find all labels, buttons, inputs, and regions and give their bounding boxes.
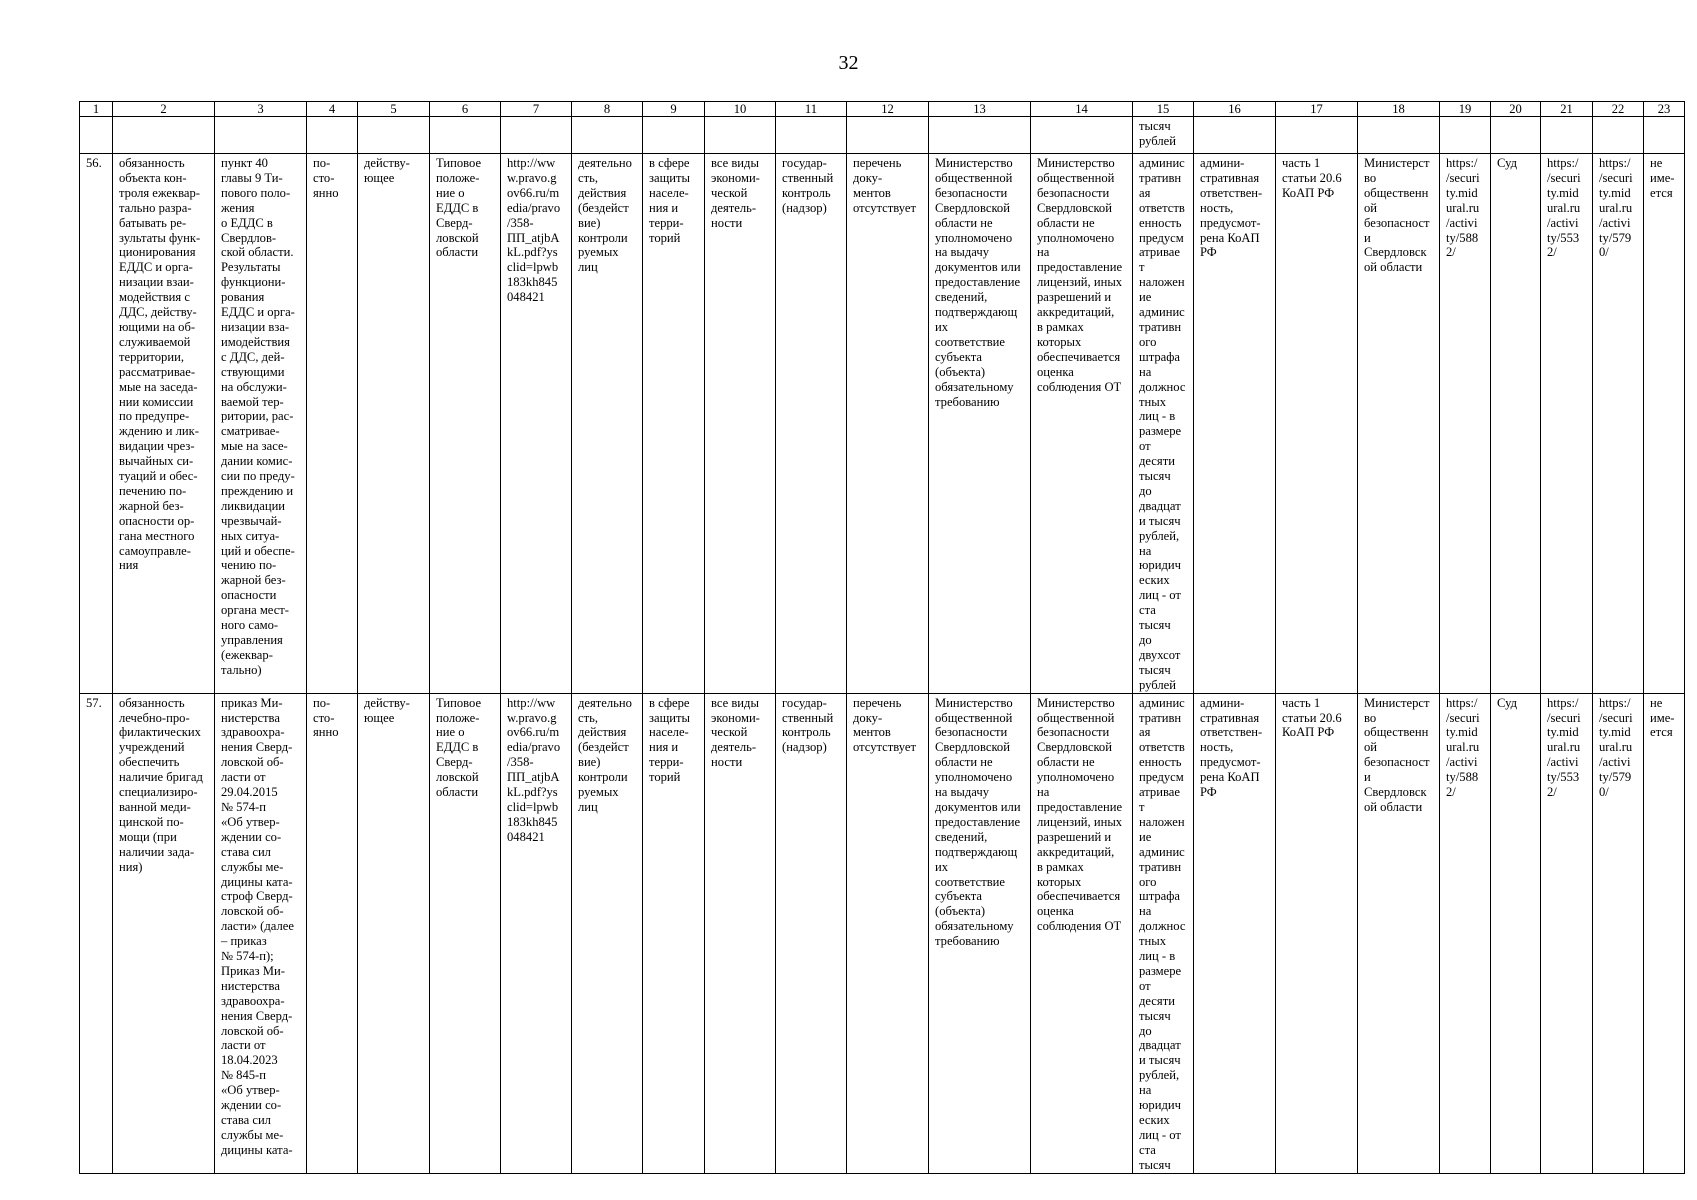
table-row [80, 154, 1685, 694]
page-number: 32 [838, 52, 859, 74]
column-number: 20 [1491, 102, 1541, 117]
liability-article-cell: часть 1 статьи 20.6 КоАП РФ [1276, 154, 1358, 694]
authority-link-cell: https:/ /securi ty.mid ural.ru /activi ty/588 2/ [1440, 693, 1491, 1173]
registry-table [79, 101, 1685, 1174]
act-name-cell: Типовое положе- ние о ЕДДС в Сверд- ловской области [430, 693, 501, 1173]
column-number: 5 [358, 102, 430, 117]
column-number: 9 [643, 102, 705, 117]
court-cell: Суд [1491, 154, 1541, 694]
penalty-cell: админис тративн ая ответств енность предусм атривае т наложен ие админис тративн ого штрафа на должнос тных лиц - в размере от десяти тысяч до двадцат и тысяч рублей, на юридич еских лиц - от ста тысяч [1133, 693, 1194, 1173]
requirement-cell: обязанность объекта кон- троля ежеквар- тально разра- батывать ре- зультаты функ- ционирования ЕДДС и орга- низации взаи- модействия с ДДС, действу- ющими на об- служиваемой территории, рассматривае- мые на заседа- нии комиссии по предупре- ждению и лик- видации чрез- вычайных си- туаций и обес- печению по- жарной без- опасности ор- гана местного самоуправле- ния [113, 154, 215, 694]
column-number: 16 [1194, 102, 1276, 117]
requirement-cell: обязанность лечебно-про- филактических учреждений обеспечить наличие бригад специализиро- ванной меди- цинской по- мощи (при наличии зада- ния) [113, 693, 215, 1173]
licensing-cell: Министерство общественной безопасности Свердловской области не уполномочено на предоставление лицензий, иных разрешений и аккредитаций, в рамках которых обеспечивается оценка соблюдения ОТ [1031, 693, 1133, 1173]
checklist-link-cell: https:/ /securi ty.mid ural.ru /activi ty/579 0/ [1593, 693, 1644, 1173]
documents-authority-cell: Министерство общественной безопасности Свердловской области не уполномочено на выдачу документов или предоставление сведений, подтверждающ их соответствие субъекта (объекта) обязательному требованию [929, 154, 1031, 694]
column-number: 21 [1541, 102, 1593, 117]
column-number-row [80, 102, 1685, 117]
control-authority-cell: Министерст во общественн ой безопасност и Свердловск ой области [1358, 693, 1440, 1173]
carryover-row [80, 117, 1685, 154]
liability-type-cell: админи- стративная ответствен- ность, предусмот- рена КоАП РФ [1194, 693, 1276, 1173]
control-type-cell: государ- ственный контроль (надзор) [776, 154, 847, 694]
guidance-link-cell: https:/ /securi ty.mid ural.ru /activi ty/553 2/ [1541, 693, 1593, 1173]
status-cell: действу- ющее [358, 154, 430, 694]
column-number: 18 [1358, 102, 1440, 117]
control-type-cell: государ- ственный контроль (надзор) [776, 693, 847, 1173]
act-link-cell: http://ww w.pravo.g ov66.ru/m edia/pravo /358- ПП_atjbA kL.pdf?ys clid=lpwb 183kh845 048421 [501, 154, 572, 694]
act-link-cell: http://ww w.pravo.g ov66.ru/m edia/pravo /358- ПП_atjbA kL.pdf?ys clid=lpwb 183kh845 048421 [501, 693, 572, 1173]
notes-cell: не име- ется [1644, 693, 1685, 1173]
notes-cell: не име- ется [1644, 154, 1685, 694]
column-number: 14 [1031, 102, 1133, 117]
column-number: 15 [1133, 102, 1194, 117]
guidance-link-cell: https:/ /securi ty.mid ural.ru /activi ty/553 2/ [1541, 154, 1593, 694]
liability-article-cell: часть 1 статьи 20.6 КоАП РФ [1276, 693, 1358, 1173]
licensing-cell: Министерство общественной безопасности Свердловской области не уполномочено на предоставление лицензий, иных разрешений и аккредитаций, в рамках которых обеспечивается оценка соблюдения ОТ [1031, 154, 1133, 694]
row-number: 56. [80, 154, 113, 694]
column-number: 17 [1276, 102, 1358, 117]
column-number: 3 [215, 102, 307, 117]
column-number: 7 [501, 102, 572, 117]
sphere-cell: в сфере защиты населе- ния и терри- торий [643, 693, 705, 1173]
activity-types-cell: все виды экономи- ческой деятель- ности [705, 693, 776, 1173]
column-number: 22 [1593, 102, 1644, 117]
authority-link-cell: https:/ /securi ty.mid ural.ru /activi ty/588 2/ [1440, 154, 1491, 694]
validity-period-cell: по- сто- янно [307, 693, 358, 1173]
column-number: 12 [847, 102, 929, 117]
court-cell: Суд [1491, 693, 1541, 1173]
liability-type-cell: админи- стративная ответствен- ность, предусмот- рена КоАП РФ [1194, 154, 1276, 694]
penalty-cell: админис тративн ая ответств енность предусм атривае т наложен ие админис тративн ого штрафа на должнос тных лиц - в размере от десяти тысяч до двадцат и тысяч рублей, на юридич еских лиц - от ста тысяч до двухсот тысяч рублей [1133, 154, 1194, 694]
activity-types-cell: все виды экономи- ческой деятель- ности [705, 154, 776, 694]
row-number: 57. [80, 693, 113, 1173]
column-number: 11 [776, 102, 847, 117]
control-object-cell: деятельно сть, действия (бездейст вие) контроли руемых лиц [572, 154, 643, 694]
column-number: 8 [572, 102, 643, 117]
column-number: 4 [307, 102, 358, 117]
column-number: 13 [929, 102, 1031, 117]
column-number: 10 [705, 102, 776, 117]
control-authority-cell: Министерст во общественн ой безопасност и Свердловск ой области [1358, 154, 1440, 694]
status-cell: действу- ющее [358, 693, 430, 1173]
documents-list-cell: перечень доку- ментов отсутствует [847, 693, 929, 1173]
checklist-link-cell: https:/ /securi ty.mid ural.ru /activi ty/579 0/ [1593, 154, 1644, 694]
column-number: 2 [113, 102, 215, 117]
carryover-penalty-text: тысяч рублей [1133, 117, 1194, 154]
column-number: 1 [80, 102, 113, 117]
column-number: 19 [1440, 102, 1491, 117]
documents-list-cell: перечень доку- ментов отсутствует [847, 154, 929, 694]
control-object-cell: деятельно сть, действия (бездейст вие) контроли руемых лиц [572, 693, 643, 1173]
sphere-cell: в сфере защиты населе- ния и терри- торий [643, 154, 705, 694]
legal-reference-cell: пункт 40 главы 9 Ти- пового поло- жения о ЕДДС в Свердлов- ской области. Результаты функциони- рования ЕДДС и орга- низации вза- имодействия с ДДС, дей- ствующими на обслужи- ваемой тер- ритории, рас- сматривае- мые на засе- дании комис- сии по преду- преждению и ликвидации чрезвычай- ных ситуа- ций и обеспе- чению по- жарной без- опасности органа мест- ного само- управления (ежеквар- тально) [215, 154, 307, 694]
column-number: 6 [430, 102, 501, 117]
documents-authority-cell: Министерство общественной безопасности Свердловской области не уполномочено на выдачу документов или предоставление сведений, подтверждающ их соответствие субъекта (объекта) обязательному требованию [929, 693, 1031, 1173]
act-name-cell: Типовое положе- ние о ЕДДС в Сверд- ловской области [430, 154, 501, 694]
validity-period-cell: по- сто- янно [307, 154, 358, 694]
legal-reference-cell: приказ Ми- нистерства здравоохра- нения Сверд- ловской об- ласти от 29.04.2015 № 574-п «Об утвер- ждении со- става сил службы ме- дицины ката- строф Сверд- ловской об- ласти» (далее – приказ № 574-п); Приказ Ми- нистерства здравоохра- нения Сверд- ловской об- ласти от 18.04.2023 № 845-п «Об утвер- ждении со- става сил службы ме- дицины ката- [215, 693, 307, 1173]
column-number: 23 [1644, 102, 1685, 117]
table-row [80, 693, 1685, 1173]
